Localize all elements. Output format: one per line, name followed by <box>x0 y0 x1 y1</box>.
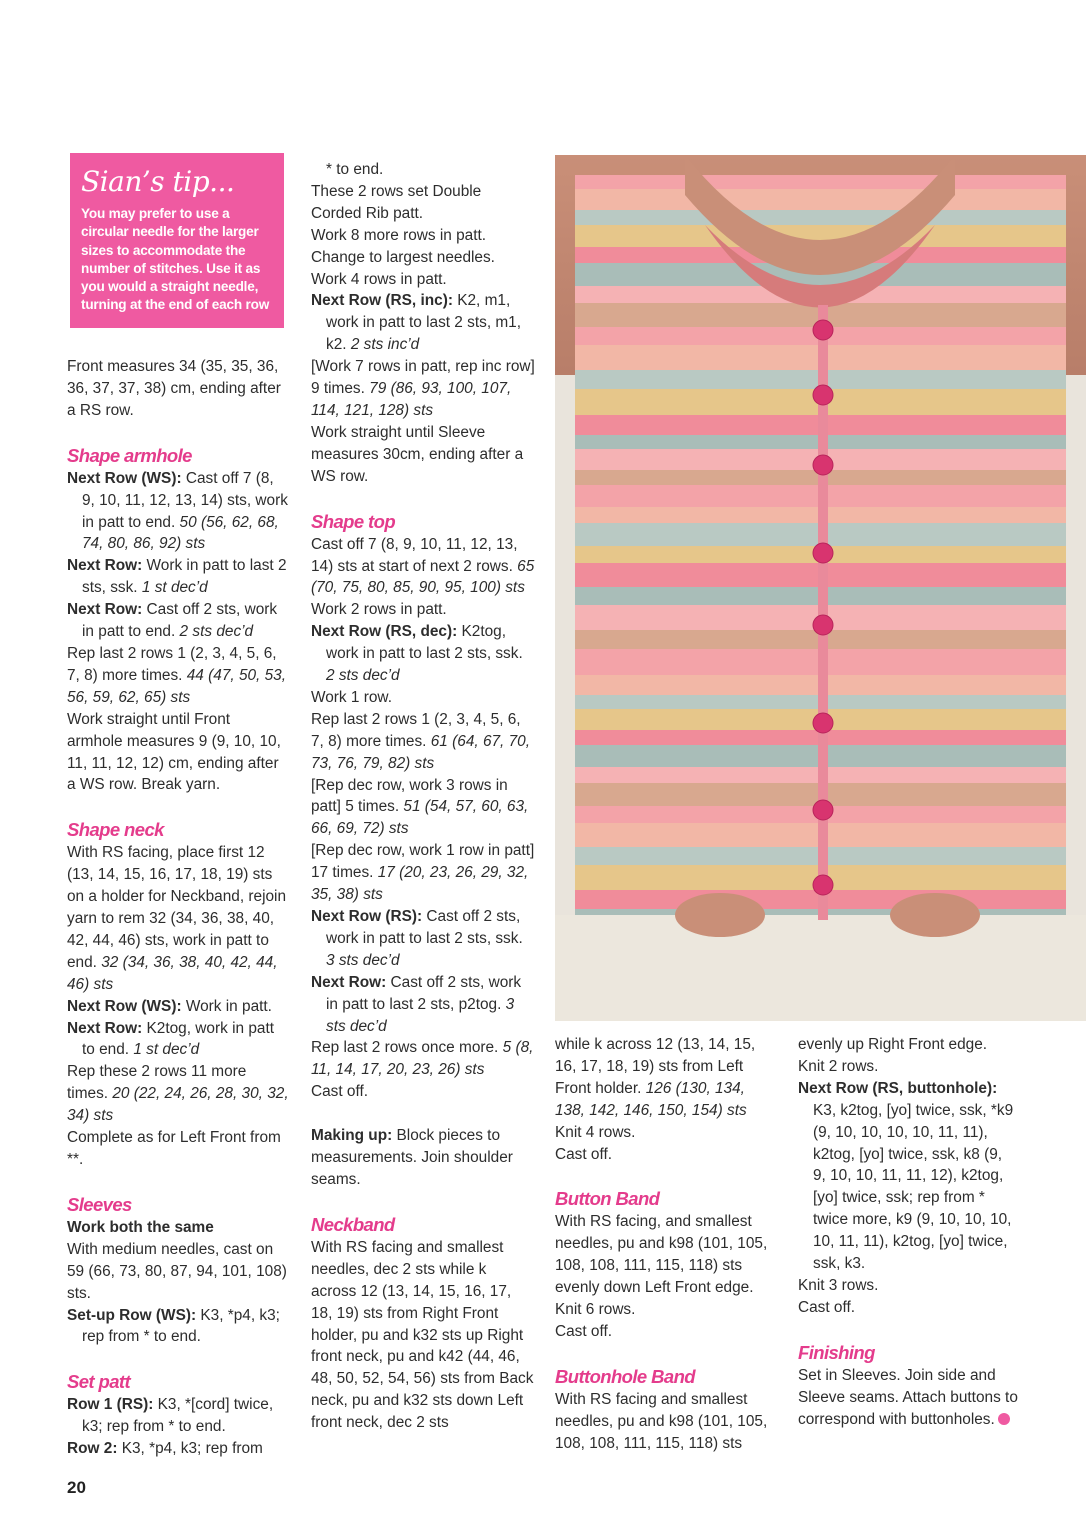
top-work1: Work 1 row. <box>311 688 392 706</box>
top-cast-off: Cast off. <box>311 1083 369 1101</box>
heading-sleeves: Sleeves <box>67 1193 132 1215</box>
neck-repeat: Rep these 2 rows 11 more times. 20 (22, 24, 26, 28, 30, 32, 34) sts <box>67 1063 289 1125</box>
col4-knit2: Knit 2 rows. <box>798 1057 879 1075</box>
col4-evenly: evenly up Right Front edge. <box>798 1036 988 1053</box>
sleeves-subhead: Work both the same <box>67 1218 214 1236</box>
button-band-knit6: Knit 6 rows. <box>555 1301 636 1319</box>
button <box>813 875 833 895</box>
button <box>813 543 833 563</box>
col3-knit4: Knit 4 rows. <box>555 1123 636 1141</box>
heading-button-band: Button Band <box>555 1188 660 1210</box>
top-repeat: Rep last 2 rows 1 (2, 3, 4, 5, 6, 7, 8) more times. 61 (64, 67, 70, 73, 76, 79, 82) sts <box>311 710 531 772</box>
col4-knit3: Knit 3 rows. <box>798 1276 879 1294</box>
top-rep-dec3: [Rep dec row, work 3 rows in patt] 5 times. 51 (54, 57, 60, 63, 66, 69, 72) sts <box>311 776 529 838</box>
col2-to-end: * to end. <box>326 161 384 178</box>
column-4 <box>798 1034 1018 1431</box>
neck-row-2: Next Row: K2tog, work in patt to end. 1 st dec’d <box>67 1019 274 1059</box>
heading-finishing: Finishing <box>798 1341 875 1363</box>
heading-shape-armhole: Shape armhole <box>67 444 192 466</box>
col2-straight: Work straight until Sleeve measures 30cm, ending after a WS row. <box>311 423 524 485</box>
button <box>813 800 833 820</box>
making-up: Making up: Block pieces to measurements. Join shoulder seams. <box>311 1127 513 1188</box>
top-work2: Work 2 rows in patt. <box>311 601 447 619</box>
heading-set-patt: Set patt <box>67 1371 131 1393</box>
top-next-row: Next Row: Cast off 2 sts, work in patt to last 2 sts, p2tog. 3 sts dec’d <box>311 973 522 1035</box>
set-patt-row-2: Row 2: K3, *p4, k3; rep from <box>67 1440 263 1458</box>
button-band-cast-off: Cast off. <box>555 1322 613 1340</box>
armhole-row-1: Next Row (WS): Cast off 7 (8, 9, 10, 11, 12, 13, 14) sts, work in patt to end. 50 (56, 62, 68, 74, 80, 86, 92) sts <box>67 469 288 553</box>
col2-change: Change to largest needles. <box>311 248 495 266</box>
buttonhole-row-label: Next Row (RS, buttonhole): <box>798 1079 998 1097</box>
sleeves-cast-on: With medium needles, cast on 59 (66, 73, 80, 87, 94, 101, 108) sts. <box>67 1240 287 1302</box>
col2-work8: Work 8 more rows in patt. <box>311 226 487 244</box>
column-2 <box>311 159 535 1434</box>
top-rs-row: Next Row (RS): Cast off 2 sts, work in patt to last 2 sts, ssk. 3 sts dec’d <box>311 908 523 969</box>
top-cast-off-rows: Cast off 7 (8, 9, 10, 11, 12, 13, 14) sts at start of next 2 rows. 65 (70, 75, 80, 85, 90, 95, 100) sts <box>311 535 535 597</box>
col3-cast-off: Cast off. <box>555 1145 613 1163</box>
heading-shape-neck: Shape neck <box>67 819 164 841</box>
button <box>813 320 833 340</box>
heading-buttonhole-band: Buttonhole Band <box>555 1365 696 1387</box>
top-rep-dec1: [Rep dec row, work 1 row in patt] 17 times. 17 (20, 23, 26, 29, 32, 35, 38) sts <box>311 842 535 904</box>
cardigan-illustration <box>555 155 1086 1021</box>
page-number: 20 <box>67 1478 86 1497</box>
button-band-text: With RS facing, and smallest needles, pu and k98 (101, 105, 108, 108, 111, 115, 118) sts evenly down Left Front edge. <box>555 1213 768 1297</box>
yarn-ball-icon <box>998 1413 1010 1425</box>
col2-these-rows: These 2 rows set Double Corded Rib patt. <box>311 182 482 222</box>
column-3 <box>555 1034 777 1455</box>
knit-stripe <box>575 189 1066 210</box>
heading-shape-top: Shape top <box>311 510 396 532</box>
top-dec-row: Next Row (RS, dec): K2tog, work in patt to last 2 sts, ssk. 2 sts dec’d <box>311 623 523 685</box>
buttonhole-row-text: K3, k2tog, [yo] twice, ssk, *k9 (9, 10, 10, 10, 10, 11, 11), k2tog, [yo] twice, ssk, k8 (9, 9, 10, 10, 11, 11, 12), k2tog, [yo] twice, ssk; rep from * twice more, k9 (9, 10, 10, 10, 10, 11, 11), k2tog, [yo] twice, ssk, k3. <box>813 1101 1014 1273</box>
button <box>813 455 833 475</box>
button <box>813 713 833 733</box>
col2-inc-row: Next Row (RS, inc): K2, m1, work in patt to last 2 sts, m1, k2. 2 sts inc’d <box>311 292 522 354</box>
neck-complete: Complete as for Left Front from **. <box>67 1129 281 1168</box>
tip-box <box>70 153 284 328</box>
cardigan-photo <box>555 155 1086 1021</box>
tip-body: You may prefer to use a circular needle for the larger sizes to accommodate the number of stitches. Use it as you would a straight needle, turning at the end of each row <box>81 206 270 313</box>
armhole-repeat: Rep last 2 rows 1 (2, 3, 4, 5, 6, 7, 8) more times. 44 (47, 50, 53, 56, 59, 62, 65) sts <box>67 644 287 706</box>
neck-row-1: Next Row (WS): Work in patt. <box>67 997 272 1015</box>
armhole-work-straight: Work straight until Front armhole measures 9 (9, 10, 10, 11, 11, 12, 12) cm, ending after a WS row. Break yarn. <box>67 710 281 794</box>
button <box>813 385 833 405</box>
col4-cast-off: Cast off. <box>798 1298 856 1316</box>
neck-intro: With RS facing, place first 12 (13, 14, 15, 16, 17, 18, 19) sts on a holder for Neckband, rejoin yarn to rem 32 (34, 36, 38, 40, 42, 44, 46) sts, work in patt to end. 32 (34, 36, 38, 40, 42, 44, 46) sts <box>67 844 287 993</box>
col2-work7: [Work 7 rows in patt, rep inc row] 9 times. 79 (86, 93, 100, 107, 114, 121, 128) sts <box>311 358 535 419</box>
col2-work4: Work 4 rows in patt. <box>311 270 447 288</box>
column-1 <box>67 356 289 1460</box>
tip-title: Sian’s tip... <box>81 165 235 198</box>
set-patt-row-1: Row 1 (RS): K3, *[cord] twice, k3; rep from * to end. <box>67 1396 274 1436</box>
col3-continue: while k across 12 (13, 14, 15, 16, 17, 18, 19) sts from Left Front holder. 126 (130, 134, 138, 142, 146, 150, 154) sts <box>555 1036 756 1119</box>
armhole-row-3: Next Row: Cast off 2 sts, work in patt to end. 2 sts dec’d <box>67 601 278 641</box>
sleeves-setup-row: Set-up Row (WS): K3, *p4, k3; rep from * to end. <box>67 1306 280 1346</box>
finishing-text: Set in Sleeves. Join side and Sleeve seams. Attach buttons to correspond with buttonholes. <box>798 1366 1018 1428</box>
front-measures: Front measures 34 (35, 35, 36, 36, 37, 37, 38) cm, ending after a RS row. <box>67 358 281 419</box>
heading-neckband: Neckband <box>311 1213 395 1235</box>
knit-stripe <box>575 210 1066 225</box>
armhole-row-2: Next Row: Work in patt to last 2 sts, ssk. 1 st dec’d <box>67 557 287 597</box>
top-rep-once: Rep last 2 rows once more. 5 (8, 11, 14, 17, 20, 23, 26) sts <box>311 1039 534 1079</box>
buttonhole-band-text: With RS facing and smallest needles, pu and k98 (101, 105, 108, 108, 111, 115, 118) sts <box>555 1390 768 1452</box>
button <box>813 615 833 635</box>
neckband-text: With RS facing and smallest needles, dec 2 sts while k across 12 (13, 14, 15, 16, 17, 18, 19) sts from Right Front holder, pu and k32 sts up Right front neck, pu and k42 (44, 46, 48, 50, 52, 54, 56) sts from Back neck, pu and k32 sts down Left front neck, dec 2 sts <box>311 1238 534 1432</box>
knit-stripe <box>575 175 1066 189</box>
